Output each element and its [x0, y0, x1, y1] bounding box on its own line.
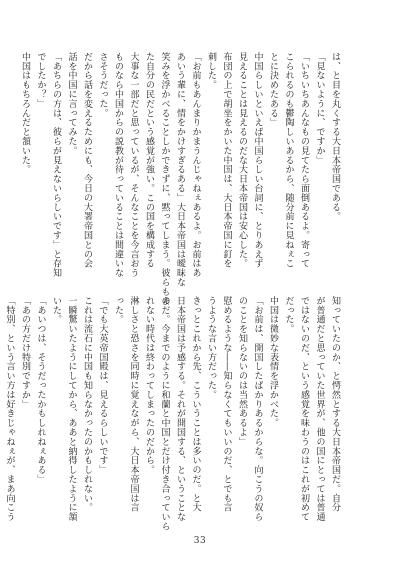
text-line: うような言い方だった。	[206, 296, 216, 400]
text-line: ものなら中国からの説教が待っていることは間違いな	[113, 52, 123, 278]
text-line: いた。	[51, 296, 61, 325]
text-line: 中国らしいといえば中国らしい台詞に、とりあえず	[252, 52, 263, 269]
text-line: さそうだった。	[97, 52, 108, 118]
text-line: 中国は微妙な表情を浮かべた。	[268, 296, 278, 428]
text-line: 話を中国に言ってみた。	[66, 52, 77, 156]
text-line: でしたか？」	[35, 52, 46, 109]
text-line: 「見ないように、ですか」	[314, 52, 325, 165]
text-line: 笑みを浮かべることしかできずに、黙ってしまう。彼らもま	[159, 52, 170, 306]
text-line: 「お前もあんまりかまうんじゃねぇあるよ。お前はあ	[190, 52, 201, 278]
text-line: きっとこれから先、こういうことは多いのだ。と大	[190, 296, 201, 513]
text-line: 「お前は、開国したばかりあるからな。向こうの奴ら	[252, 296, 263, 522]
text-line: のだ。今までのように和蘭と中国とだけ付き合っていら	[159, 296, 170, 531]
text-line: 「あの方だけ特別ですか」	[20, 296, 30, 409]
text-block-bottom	[4, 296, 342, 531]
text-line: だから話を変えるためにも、今日の大署帝国との会	[82, 52, 92, 269]
text-line: 刺した。	[206, 52, 216, 90]
text-line: これは流石に中国も知らなかったのかもしれない。	[82, 296, 92, 513]
text-line: 淋しさと恐さを同時に覚えながら、大日本帝国は言	[128, 296, 139, 513]
text-line: は、と目を丸くする大日本帝国である。	[330, 52, 340, 222]
text-line: 中国はもちろんだと頷いた。	[20, 52, 30, 175]
text-line: 「あいつは、そうだったかもしれねぇある」	[35, 296, 46, 484]
text-block-top	[20, 52, 342, 306]
text-line: た自分の民だという感覚が強い。この国を構成する	[144, 52, 154, 269]
text-line: あいう輩に、情をかけすぎるある」大日本帝国は曖昧な	[175, 52, 185, 287]
text-line: のことを知らないのは当然あるよ」	[237, 296, 247, 447]
text-line: 「いちいちあんなもの見てたら面倒あるよ。寄って	[299, 52, 309, 269]
text-line: 見えることは見えるのだな大日本帝国は安心した。	[237, 52, 247, 269]
text-line: れない時代は終わってしまったのだから。	[144, 296, 154, 475]
text-line: 知っていたのか、と愕然とする大日本帝国だ。自分	[330, 296, 340, 513]
text-line: ではないのだ、という感覚を味わうのはこれが初めて	[299, 296, 309, 522]
text-line: 大事な一部だと思っているが、そんなことを今言おう	[128, 52, 139, 278]
text-line: った。	[113, 296, 123, 325]
text-line: こられるのも鬱陶しいあるから、随分前に見ねぇこ	[283, 52, 294, 269]
text-line: 慰めるような――知らなくてもいいのだ、とでも言	[221, 296, 232, 513]
text-line: 日本帝国は予感する。それが開国する、ということな	[175, 296, 185, 522]
text-line: とに決めたある」	[268, 52, 278, 128]
text-line: 布団の上で胡坐をかいた中国は、大日本帝国に釘を	[221, 52, 232, 269]
text-line: が普通だと思っていた世界が、他の国にとっては普通	[314, 296, 325, 522]
text-line: 「でも大英帝国殿は、見えるらしいです」	[97, 296, 108, 475]
text-line: 「あちらの方は、彼らが見えないらしいです」と存知	[51, 52, 61, 278]
text-line: だった。	[283, 296, 294, 334]
page-number: 33	[193, 536, 207, 546]
text-line: 「特別、という言い方は好きじゃねぇが、まあ向こう	[4, 296, 15, 522]
text-line: 一瞬驚いたようにしてから、ああと納得したように頷	[66, 296, 77, 522]
